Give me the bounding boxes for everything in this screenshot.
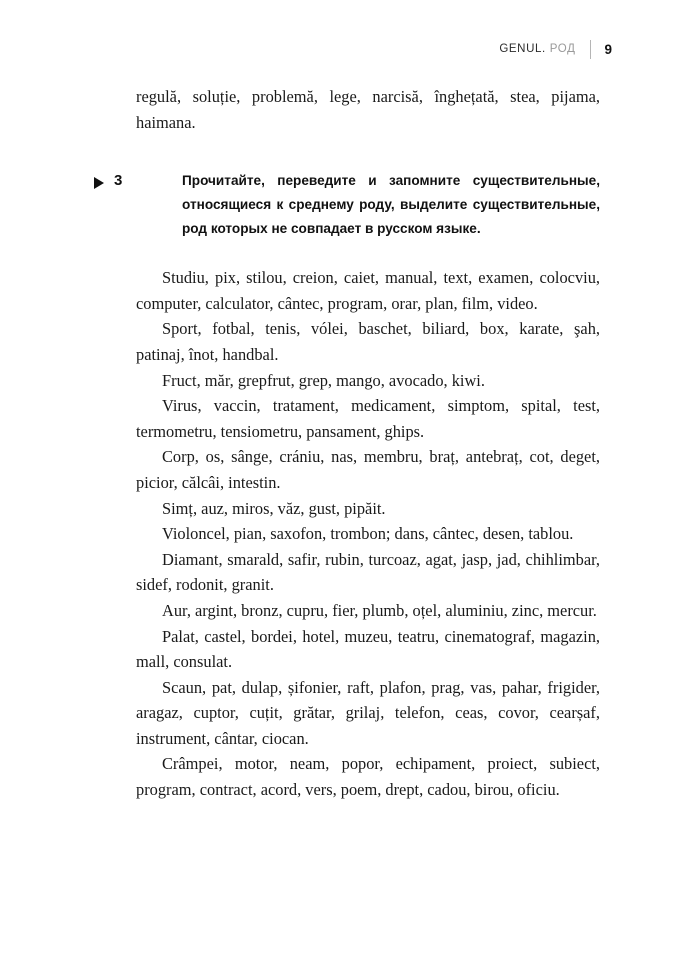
header-divider [590,40,591,59]
word-list-section [136,265,600,802]
word-list-paragraph: Virus, vaccin, tratament, medicament, simptom, spital, test, termometru, tensiometru, pansament, ghips. [136,396,600,441]
header-title-translation: РОД [549,43,576,55]
page-number: 9 [604,41,612,57]
word-list-paragraph: Simț, auz, miros, văz, gust, pipăit. [162,498,386,518]
word-list-paragraph: Crâmpei, motor, neam, popor, echipament, proiect, subiect, program, contract, acord, vers, poem, drept, cadou, birou, oficiu. [136,754,600,800]
exercise-instruction: Прочитайте, переведите и запомните существительные, относящиеся к среднему роду, выделите существительные, род которых не совпадает в русском языке. [182,173,600,237]
lead-paragraph: regulă, soluție, problemă, lege, narcisă, înghețată, stea, pijama, haimana. [136,87,600,132]
word-list-paragraph: Palat, castel, bordei, hotel, muzeu, teatru, cinematograf, magazin, mall, consulat. [136,626,600,672]
word-list-paragraph: Violoncel, pian, saxofon, trombon; dans, cântec, desen, tablou. [162,524,574,544]
word-list-paragraph: Diamant, smarald, safir, rubin, turcoaz, agat, jasp, jad, chihlimbar, sidef, rodonit, granit. [136,549,600,595]
header-title: GENUL. [499,43,546,55]
exercise-marker [94,172,122,189]
exercise-block [114,169,600,241]
word-list-paragraph: Aur, argint, bronz, cupru, fier, plumb, oțel, aluminiu, zinc, mercur. [162,600,597,620]
word-list-paragraph: Studiu, pix, stilou, creion, caiet, manual, text, examen, colocviu, computer, calculator, cântec, program, orar, plan, film, video. [136,268,600,313]
word-list-paragraph: Scaun, pat, dulap, șifonier, raft, plafon, prag, vas, pahar, frigider, aragaz, cuptor, cuțit, grătar, grilaj, telefon, ceas, covor, cearșaf, instrument, cântar, ciocan. [136,677,600,748]
page-content [114,84,600,803]
exercise-number: 3 [114,172,123,190]
word-list-paragraph: Fruct, măr, grepfrut, grep, mango, avocado, kiwi. [162,370,485,390]
triangle-right-icon [94,177,104,189]
word-list-paragraph: Corp, os, sânge, crániu, nas, membru, braț, antebraț, cot, deget, picior, călcâi, intestin. [136,447,600,492]
running-header [499,38,612,60]
word-list-paragraph: Sport, fotbal, tenis, vólei, baschet, biliard, box, karate, şah, patinaj, înot, handbal. [136,319,600,364]
